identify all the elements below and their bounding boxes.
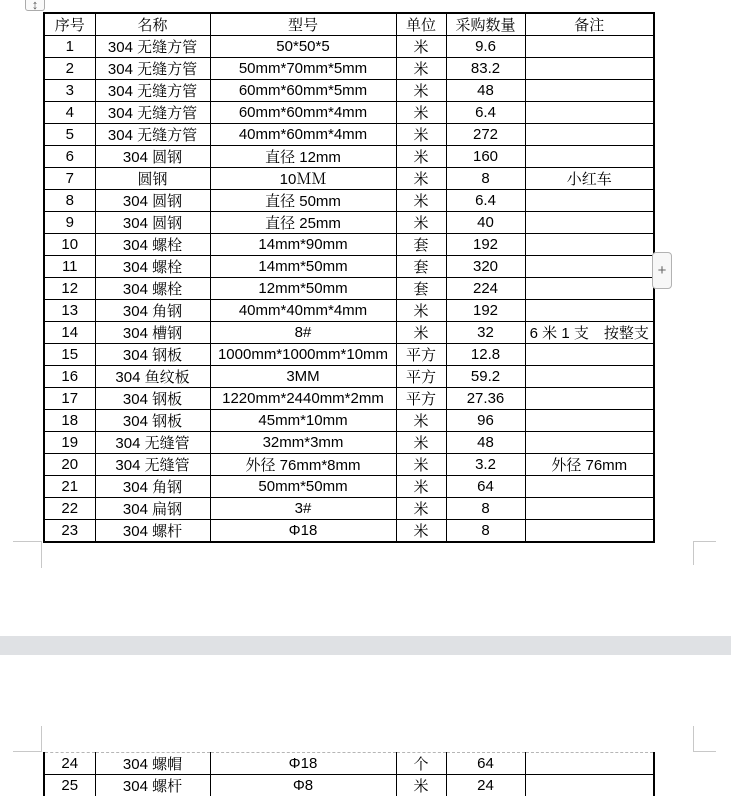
- cell-qty[interactable]: 64: [446, 753, 525, 775]
- cell-note[interactable]: 外径 76mm: [525, 454, 654, 476]
- cell-model[interactable]: 1000mm*1000mm*10mm: [210, 344, 396, 366]
- table-move-handle-icon[interactable]: ↕: [25, 0, 45, 11]
- cell-unit[interactable]: 米: [396, 124, 446, 146]
- cell-unit[interactable]: 米: [396, 212, 446, 234]
- cell-note[interactable]: [525, 80, 654, 102]
- cell-qty[interactable]: 24: [446, 775, 525, 796]
- cell-no[interactable]: 12: [44, 278, 95, 300]
- cell-qty[interactable]: 9.6: [446, 36, 525, 58]
- cell-model[interactable]: 14mm*90mm: [210, 234, 396, 256]
- cell-note[interactable]: [525, 124, 654, 146]
- cell-model[interactable]: 直径 12mm: [210, 146, 396, 168]
- cell-name[interactable]: 304 钢板: [95, 388, 210, 410]
- cell-model[interactable]: 50*50*5: [210, 36, 396, 58]
- cell-model[interactable]: 直径 50mm: [210, 190, 396, 212]
- cell-note[interactable]: [525, 300, 654, 322]
- table-row: [44, 58, 654, 80]
- cell-no[interactable]: 22: [44, 498, 95, 520]
- cell-unit[interactable]: 米: [396, 498, 446, 520]
- cell-name[interactable]: 圆钢: [95, 168, 210, 190]
- cell-note[interactable]: [525, 146, 654, 168]
- cell-name[interactable]: 304 无缝方管: [95, 36, 210, 58]
- cell-unit[interactable]: 米: [396, 58, 446, 80]
- cell-note[interactable]: [525, 58, 654, 80]
- table-row: [44, 36, 654, 58]
- cell-model[interactable]: 60mm*60mm*4mm: [210, 102, 396, 124]
- cell-model[interactable]: 50mm*50mm: [210, 476, 396, 498]
- cell-qty[interactable]: 272: [446, 124, 525, 146]
- cell-qty[interactable]: 32: [446, 322, 525, 344]
- cell-model[interactable]: Φ18: [210, 520, 396, 543]
- cell-note[interactable]: 6 米 1 支 按整支: [525, 322, 654, 344]
- cell-unit[interactable]: 米: [396, 322, 446, 344]
- cell-note[interactable]: [525, 388, 654, 410]
- column-header-0[interactable]: 序号: [44, 13, 95, 36]
- cell-model[interactable]: 1220mm*2440mm*2mm: [210, 388, 396, 410]
- cell-note[interactable]: [525, 366, 654, 388]
- cell-model[interactable]: 外径 76mm*8mm: [210, 454, 396, 476]
- cell-unit[interactable]: 米: [396, 520, 446, 543]
- cell-note[interactable]: [525, 256, 654, 278]
- cell-model[interactable]: 40mm*40mm*4mm: [210, 300, 396, 322]
- table-add-button[interactable]: +: [652, 252, 672, 289]
- cell-name[interactable]: 304 螺杆: [95, 775, 210, 796]
- table-row: [44, 432, 654, 454]
- cell-qty[interactable]: 64: [446, 476, 525, 498]
- cell-unit[interactable]: 米: [396, 300, 446, 322]
- table-row: [44, 278, 654, 300]
- cell-note[interactable]: 小红车: [525, 168, 654, 190]
- procurement-table-page2: [43, 752, 655, 796]
- table-row: [44, 146, 654, 168]
- table-row: [44, 476, 654, 498]
- cell-model[interactable]: Φ8: [210, 775, 396, 796]
- cell-note[interactable]: [525, 212, 654, 234]
- cell-note[interactable]: [525, 520, 654, 543]
- table-header-row: [44, 13, 654, 36]
- page1-bottom-left-margin-mark: [13, 541, 42, 568]
- cell-unit[interactable]: 米: [396, 80, 446, 102]
- table-row: [44, 212, 654, 234]
- cell-note[interactable]: [525, 476, 654, 498]
- cell-model[interactable]: 40mm*60mm*4mm: [210, 124, 396, 146]
- cell-note[interactable]: [525, 344, 654, 366]
- cell-unit[interactable]: 个: [396, 753, 446, 775]
- cell-qty[interactable]: 83.2: [446, 58, 525, 80]
- cell-unit[interactable]: 米: [396, 454, 446, 476]
- cell-no[interactable]: 14: [44, 322, 95, 344]
- cell-no[interactable]: 15: [44, 344, 95, 366]
- table-row: [44, 388, 654, 410]
- cell-no[interactable]: 4: [44, 102, 95, 124]
- cell-name[interactable]: 304 钢板: [95, 344, 210, 366]
- cell-qty[interactable]: 48: [446, 80, 525, 102]
- cell-model[interactable]: 10ＭＭ: [210, 168, 396, 190]
- cell-model[interactable]: 8#: [210, 322, 396, 344]
- column-header-5[interactable]: 备注: [525, 13, 654, 36]
- table-row: [44, 753, 654, 775]
- cell-note[interactable]: [525, 36, 654, 58]
- table-row: [44, 410, 654, 432]
- cell-note[interactable]: [525, 102, 654, 124]
- cell-model[interactable]: Φ18: [210, 753, 396, 775]
- cell-no[interactable]: 2: [44, 58, 95, 80]
- cell-name[interactable]: 304 圆钢: [95, 212, 210, 234]
- cell-qty[interactable]: 160: [446, 146, 525, 168]
- table-row: [44, 168, 654, 190]
- cell-name[interactable]: 304 槽钢: [95, 322, 210, 344]
- cell-note[interactable]: [525, 278, 654, 300]
- cell-name[interactable]: 304 无缝方管: [95, 80, 210, 102]
- column-header-3[interactable]: 单位: [396, 13, 446, 36]
- cell-unit[interactable]: 平方: [396, 344, 446, 366]
- cell-unit[interactable]: 平方: [396, 388, 446, 410]
- cell-model[interactable]: 3#: [210, 498, 396, 520]
- table-row: [44, 775, 654, 796]
- cell-no[interactable]: 17: [44, 388, 95, 410]
- column-header-1[interactable]: 名称: [95, 13, 210, 36]
- cell-qty[interactable]: 192: [446, 234, 525, 256]
- cell-name[interactable]: 304 螺栓: [95, 256, 210, 278]
- cell-name[interactable]: 304 无缝方管: [95, 124, 210, 146]
- cell-unit[interactable]: 米: [396, 36, 446, 58]
- cell-qty[interactable]: 320: [446, 256, 525, 278]
- cell-unit[interactable]: 套: [396, 278, 446, 300]
- page2-top-right-margin-mark: [693, 726, 716, 752]
- cell-unit[interactable]: 米: [396, 102, 446, 124]
- cell-model[interactable]: 32mm*3mm: [210, 432, 396, 454]
- procurement-table-page1: [43, 12, 655, 543]
- cell-model[interactable]: 60mm*60mm*5mm: [210, 80, 396, 102]
- cell-no[interactable]: 7: [44, 168, 95, 190]
- cell-model[interactable]: 3MM: [210, 366, 396, 388]
- column-header-4[interactable]: 采购数量: [446, 13, 525, 36]
- table-row: [44, 234, 654, 256]
- cell-qty[interactable]: 48: [446, 432, 525, 454]
- cell-no[interactable]: 21: [44, 476, 95, 498]
- cell-name[interactable]: 304 角钢: [95, 300, 210, 322]
- cell-qty[interactable]: 8: [446, 520, 525, 543]
- cell-no[interactable]: 5: [44, 124, 95, 146]
- cell-qty[interactable]: 59.2: [446, 366, 525, 388]
- cell-model[interactable]: 45mm*10mm: [210, 410, 396, 432]
- cell-name[interactable]: 304 无缝方管: [95, 102, 210, 124]
- cell-unit[interactable]: 平方: [396, 366, 446, 388]
- cell-note[interactable]: [525, 410, 654, 432]
- cell-note[interactable]: [525, 432, 654, 454]
- cell-note[interactable]: [525, 753, 654, 775]
- page1-bottom-right-margin-mark: [693, 541, 716, 565]
- cell-name[interactable]: 304 圆钢: [95, 190, 210, 212]
- cell-no[interactable]: 20: [44, 454, 95, 476]
- cell-unit[interactable]: 米: [396, 775, 446, 796]
- cell-name[interactable]: 304 无缝管: [95, 454, 210, 476]
- cell-no[interactable]: 23: [44, 520, 95, 543]
- cell-unit[interactable]: 米: [396, 432, 446, 454]
- cell-unit[interactable]: 米: [396, 476, 446, 498]
- cell-unit[interactable]: 米: [396, 190, 446, 212]
- table-row: [44, 322, 654, 344]
- table-row: [44, 344, 654, 366]
- cell-qty[interactable]: 3.2: [446, 454, 525, 476]
- cell-name[interactable]: 304 无缝管: [95, 432, 210, 454]
- cell-no[interactable]: 8: [44, 190, 95, 212]
- cell-no[interactable]: 1: [44, 36, 95, 58]
- cell-qty[interactable]: 96: [446, 410, 525, 432]
- cell-note[interactable]: [525, 190, 654, 212]
- page2-top-left-margin-mark: [13, 726, 42, 752]
- cell-note[interactable]: [525, 498, 654, 520]
- cell-model[interactable]: 直径 25mm: [210, 212, 396, 234]
- cell-no[interactable]: 6: [44, 146, 95, 168]
- cell-no[interactable]: 10: [44, 234, 95, 256]
- cell-name[interactable]: 304 螺帽: [95, 753, 210, 775]
- cell-name[interactable]: 304 螺栓: [95, 234, 210, 256]
- cell-name[interactable]: 304 螺杆: [95, 520, 210, 543]
- page-break-gap: [0, 636, 731, 655]
- cell-qty[interactable]: 40: [446, 212, 525, 234]
- cell-qty[interactable]: 27.36: [446, 388, 525, 410]
- cell-no[interactable]: 18: [44, 410, 95, 432]
- cell-name[interactable]: 304 鱼纹板: [95, 366, 210, 388]
- cell-qty[interactable]: 8: [446, 498, 525, 520]
- cell-note[interactable]: [525, 234, 654, 256]
- table-row: [44, 80, 654, 102]
- table-row: [44, 124, 654, 146]
- cell-unit[interactable]: 套: [396, 234, 446, 256]
- cell-note[interactable]: [525, 775, 654, 796]
- cell-model[interactable]: 12mm*50mm: [210, 278, 396, 300]
- cell-no[interactable]: 25: [44, 775, 95, 796]
- cell-name[interactable]: 304 圆钢: [95, 146, 210, 168]
- cell-qty[interactable]: 192: [446, 300, 525, 322]
- table-row: [44, 520, 654, 543]
- cell-name[interactable]: 304 角钢: [95, 476, 210, 498]
- cell-no[interactable]: 9: [44, 212, 95, 234]
- table-row: [44, 102, 654, 124]
- cell-model[interactable]: 50mm*70mm*5mm: [210, 58, 396, 80]
- table-row: [44, 300, 654, 322]
- column-header-2[interactable]: 型号: [210, 13, 396, 36]
- cell-qty[interactable]: 12.8: [446, 344, 525, 366]
- cell-unit[interactable]: 米: [396, 168, 446, 190]
- cell-unit[interactable]: 米: [396, 410, 446, 432]
- cell-qty[interactable]: 224: [446, 278, 525, 300]
- table-row: [44, 498, 654, 520]
- table-row: [44, 454, 654, 476]
- table-row: [44, 190, 654, 212]
- cell-no[interactable]: 11: [44, 256, 95, 278]
- cell-unit[interactable]: 米: [396, 146, 446, 168]
- cell-qty[interactable]: 6.4: [446, 102, 525, 124]
- cell-no[interactable]: 16: [44, 366, 95, 388]
- cell-name[interactable]: 304 扁钢: [95, 498, 210, 520]
- cell-unit[interactable]: 套: [396, 256, 446, 278]
- cell-no[interactable]: 24: [44, 753, 95, 775]
- cell-name[interactable]: 304 钢板: [95, 410, 210, 432]
- cell-no[interactable]: 3: [44, 80, 95, 102]
- cell-model[interactable]: 14mm*50mm: [210, 256, 396, 278]
- table-row: [44, 366, 654, 388]
- cell-no[interactable]: 19: [44, 432, 95, 454]
- cell-name[interactable]: 304 螺栓: [95, 278, 210, 300]
- cell-qty[interactable]: 6.4: [446, 190, 525, 212]
- table-row: [44, 256, 654, 278]
- cell-name[interactable]: 304 无缝方管: [95, 58, 210, 80]
- cell-qty[interactable]: 8: [446, 168, 525, 190]
- cell-no[interactable]: 13: [44, 300, 95, 322]
